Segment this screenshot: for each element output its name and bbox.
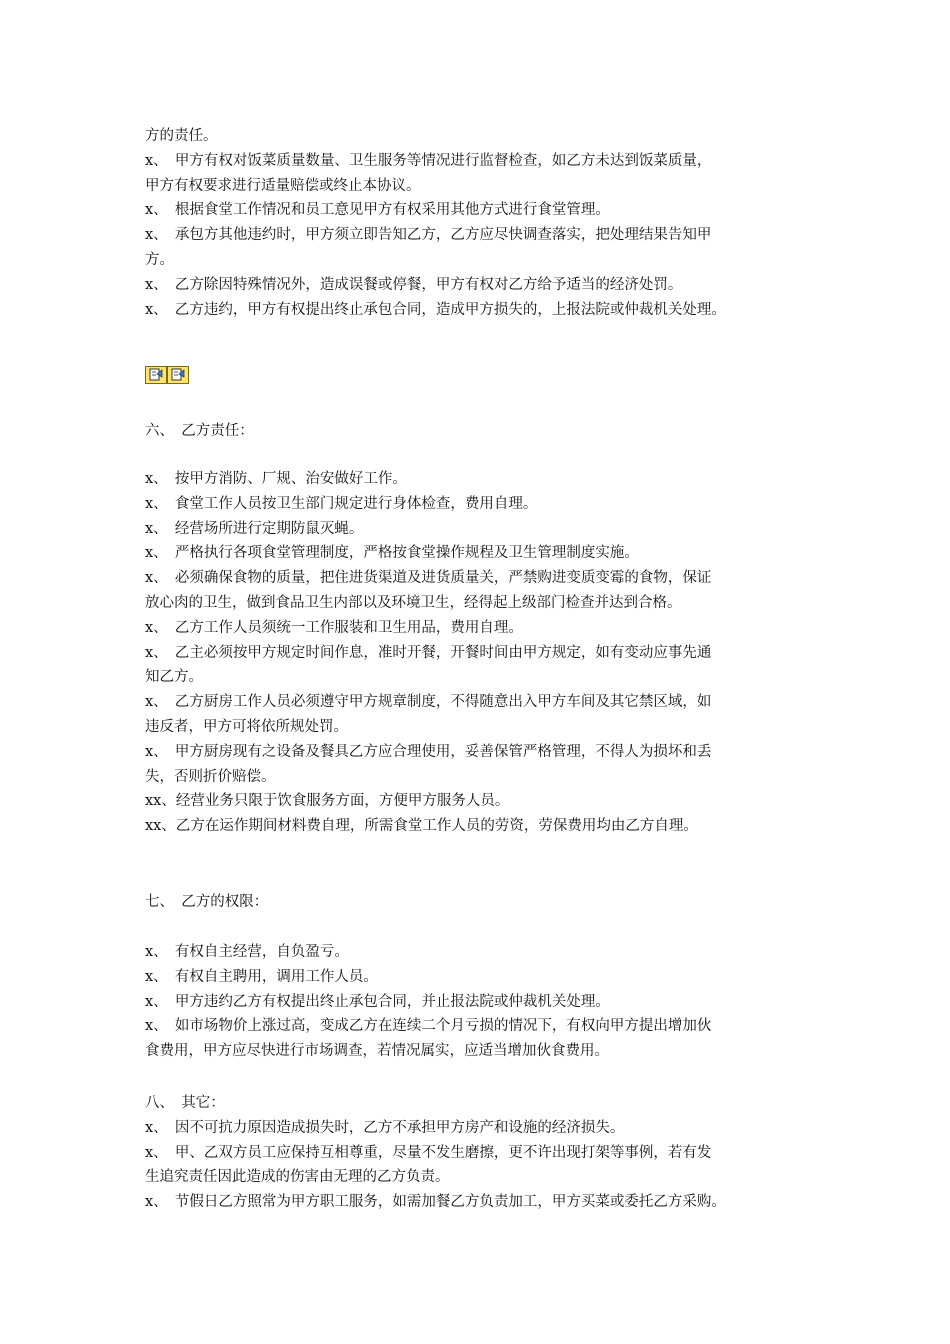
text-line: 违反者，甲方可将依所规处罚。 — [145, 718, 348, 735]
text-line: 方。 — [145, 251, 174, 268]
list-item: x、 承包方其他违约时，甲方须立即告知乙方，乙方应尽快调查落实，把处理结果告知甲 — [145, 227, 712, 244]
section8 — [145, 1091, 810, 1215]
list-item: x、 乙主必须按甲方规定时间作息，准时开餐，开餐时间由甲方规定，如有变动应事先通 — [145, 644, 712, 661]
text-line: 甲方有权要求进行适量赔偿或终止本协议。 — [145, 177, 421, 194]
section7-heading-block — [145, 890, 810, 914]
list-item: x、 必须确保食物的质量，把住进货渠道及进货质量关，严禁购进变质变霉的食物，保证 — [145, 570, 712, 587]
list-item: x、 乙方厨房工作人员必须遵守甲方规章制度，不得随意出入甲方车间及其它禁区域，如 — [145, 694, 712, 711]
text-line: 食费用，甲方应尽快进行市场调查，若情况属实，应适当增加伙食费用。 — [145, 1043, 609, 1060]
list-item: xx、经营业务只限于饮食服务方面，方便甲方服务人员。 — [145, 793, 510, 810]
section-heading: 八、 其它： — [145, 1095, 225, 1111]
list-item: x、 食堂工作人员按卫生部门规定进行身体检查，费用自理。 — [145, 495, 538, 512]
list-item: x、 乙方工作人员须统一工作服装和卫生用品，费用自理。 — [145, 619, 523, 636]
list-item: x、 乙方违约，甲方有权提出终止承包合同，造成甲方损失的，上报法院或仲裁机关处理。 — [145, 301, 726, 318]
list-item: x、 如市场物价上涨过高，变成乙方在连续二个月亏损的情况下，有权向甲方提出增加伙 — [145, 1018, 712, 1035]
list-item: x、 节假日乙方照常为甲方职工服务，如需加餐乙方负责加工，甲方买菜或委托乙方采购。 — [145, 1194, 726, 1211]
list-item: x、 甲方有权对饭菜质量数量、卫生服务等情况进行监督检查，如乙方未达到饭菜质量， — [145, 152, 712, 169]
section6-list — [145, 467, 810, 839]
list-item: x、 因不可抗力原因造成损失时，乙方不承担甲方房产和设施的经济损失。 — [145, 1119, 625, 1136]
section-heading: 七、 乙方的权限： — [145, 894, 269, 910]
section5-continuation — [145, 124, 810, 322]
list-item: x、 按甲方消防、厂规、治安做好工作。 — [145, 471, 407, 487]
list-item: x、 根据食堂工作情况和员工意见甲方有权采用其他方式进行食堂管理。 — [145, 202, 610, 219]
section6-heading-block — [145, 419, 810, 443]
document-link-icon[interactable] — [167, 366, 189, 384]
text-line: 知乙方。 — [145, 669, 203, 686]
embedded-object-icons — [145, 366, 189, 386]
list-item: x、 经营场所进行定期防鼠灭蝇。 — [145, 520, 364, 537]
list-item: x、 乙方除因特殊情况外，造成误餐或停餐，甲方有权对乙方给予适当的经济处罚。 — [145, 276, 683, 293]
document-link-icon[interactable] — [145, 366, 167, 384]
list-item: x、 甲、乙双方员工应保持互相尊重，尽量不发生磨擦，更不许出现打架等事例，若有发 — [145, 1144, 712, 1161]
text-line: 放心肉的卫生，做到食品卫生内部以及环境卫生，经得起上级部门检查并达到合格。 — [145, 594, 682, 611]
section-heading: 六、 乙方责任： — [145, 423, 254, 439]
list-item: xx、乙方在运作期间材料费自理，所需食堂工作人员的劳资，劳保费用均由乙方自理。 — [145, 818, 698, 835]
list-item: x、 甲方违约乙方有权提出终止承包合同，并止报法院或仲裁机关处理。 — [145, 993, 610, 1010]
list-item: x、 严格执行各项食堂管理制度，严格按食堂操作规程及卫生管理制度实施。 — [145, 545, 639, 562]
text-line: 生追究责任因此造成的伤害由无理的乙方负责。 — [145, 1169, 450, 1186]
list-item: x、 有权自主经营，自负盈亏。 — [145, 944, 349, 960]
list-item: x、 有权自主聘用，调用工作人员。 — [145, 968, 378, 985]
section7-list — [145, 940, 810, 1064]
text-line: 失，否则折价赔偿。 — [145, 768, 276, 785]
list-item: x、 甲方厨房现有之设备及餐具乙方应合理使用，妥善保管严格管理，不得人为损坏和丢 — [145, 743, 712, 760]
text-line: 方的责任。 — [145, 128, 218, 144]
